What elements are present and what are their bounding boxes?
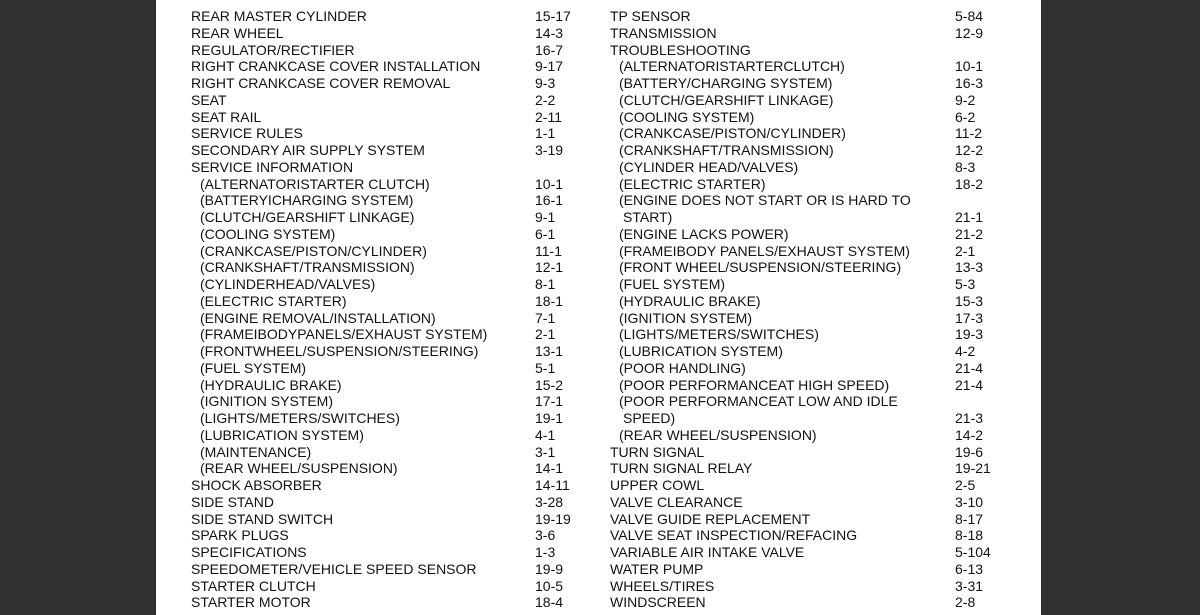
index-entry: [191, 578, 586, 595]
index-term: (FUEL SYSTEM): [619, 276, 726, 292]
index-page-number: 3-19: [535, 142, 564, 158]
index-term: (COOLING SYSTEM): [619, 108, 755, 125]
index-page-number: 19-1: [535, 410, 564, 426]
index-page-number: 21-1: [955, 209, 984, 225]
index-page-number: 1-1: [535, 125, 556, 142]
index-page-number: 2-11: [535, 108, 562, 125]
index-term: (POOR PERFORMANCEAT HIGH SPEED): [619, 376, 890, 393]
index-term: TRANSMISSION: [610, 24, 717, 41]
index-entry: [191, 176, 586, 193]
index-page-number: 16-7: [535, 41, 564, 58]
index-term: VALVE SEAT INSPECTION/REFACING: [610, 527, 858, 544]
index-term: SEAT: [191, 91, 227, 108]
index-entry: [610, 125, 1020, 142]
index-term: TP SENSOR: [610, 8, 691, 24]
index-term: (FUEL SYSTEM): [200, 359, 307, 376]
index-page-number: 15-17: [535, 8, 571, 24]
index-term: (ALTERNATORISTARTERCLUTCH): [619, 58, 845, 75]
index-page-number: 2-5: [955, 477, 976, 493]
index-entry: [610, 176, 1020, 193]
index-entry: [610, 343, 1020, 360]
index-entry: [610, 75, 1020, 92]
index-term: (CRANKCASE/PISTON/CYLINDER): [200, 242, 427, 259]
index-term: (CRANKSHAFT/TRANSMISSION): [619, 142, 834, 158]
index-page-number: 17-3: [955, 309, 984, 326]
index-entry: [191, 511, 586, 528]
index-page-number: 10-5: [535, 577, 564, 594]
index-page-number: 4-2: [955, 343, 976, 359]
index-entry: [191, 561, 586, 578]
index-term: (CLUTCH/GEARSHIFT LINKAGE): [619, 91, 834, 108]
index-entry: [191, 243, 586, 260]
index-page-number: 10-1: [955, 58, 984, 75]
index-page-number: 5-104: [955, 544, 991, 560]
index-term: (LUBRICATION SYSTEM): [200, 426, 364, 443]
index-page-number: 15-3: [955, 292, 984, 309]
index-page-number: 19-6: [955, 443, 984, 460]
index-page-number: 21-2: [955, 225, 984, 242]
index-entry: [610, 109, 1020, 126]
index-entry: [610, 494, 1020, 511]
index-term: SIDE STAND: [191, 493, 274, 510]
index-page-number: 11-2: [955, 125, 982, 142]
index-entry: [191, 25, 586, 42]
index-page-number: 15-2: [535, 376, 564, 393]
index-page-number: 4-1: [535, 426, 556, 443]
index-entry: [191, 477, 586, 494]
index-entry: [191, 444, 586, 461]
index-entry: [610, 594, 1020, 611]
index-term: (LIGHTS/METERS/SWITCHES): [200, 410, 400, 426]
index-term: (ALTERNATORISTARTER CLUTCH): [200, 175, 430, 192]
index-entry: [610, 326, 1020, 343]
index-page-number: 1-3: [535, 544, 556, 560]
index-term: (HYDRAULIC BRAKE): [200, 376, 342, 393]
index-entry: [191, 142, 586, 159]
index-page-number: 18-2: [955, 175, 984, 192]
index-entry: [191, 75, 586, 92]
index-entry: [610, 561, 1020, 578]
index-page-number: 3-1: [535, 443, 556, 460]
index-page-number: 6-13: [955, 560, 984, 577]
index-page-number: 21-4: [955, 376, 984, 393]
index-term: (ELECTRIC STARTER): [200, 292, 347, 309]
index-page-number: 3-28: [535, 493, 564, 510]
index-term: (POOR PERFORMANCEAT LOW AND IDLE: [619, 393, 898, 410]
index-term: VALVE GUIDE REPLACEMENT: [610, 510, 811, 527]
index-entry: [610, 427, 1020, 444]
index-term: REAR MASTER CYLINDER: [191, 8, 367, 24]
index-term: (FRONT WHEEL/SUSPENSION/STEERING): [619, 259, 902, 276]
index-page-number: 2-1: [535, 326, 556, 343]
index-term: SEAT RAIL: [191, 108, 262, 125]
index-term: (ENGINE REMOVAL/INSTALLATION): [200, 309, 436, 326]
index-page-number: 3-31: [955, 577, 984, 594]
index-page-number: 9-3: [535, 75, 556, 91]
index-page-number: 9-2: [955, 91, 976, 108]
index-page-number: 6-1: [535, 225, 556, 242]
index-entry: [191, 226, 586, 243]
index-term: (LIGHTS/METERS/SWITCHES): [619, 326, 819, 343]
index-entry: [610, 393, 1020, 410]
index-page-number: 12-9: [955, 24, 984, 41]
index-entry: [191, 427, 586, 444]
index-column-right: [610, 8, 1020, 611]
index-entry: [610, 578, 1020, 595]
index-term: (ENGINE DOES NOT START OR IS HARD TO: [619, 192, 911, 209]
index-term: (CRANKSHAFT/TRANSMISSION): [200, 259, 415, 276]
index-entry: [191, 594, 586, 611]
index-entry: [610, 142, 1020, 159]
index-page-number: 2-8: [955, 594, 976, 611]
index-page-number: 8-1: [535, 276, 556, 292]
index-term: (FRONTWHEEL/SUSPENSION/STEERING): [200, 343, 479, 359]
index-entry: [191, 259, 586, 276]
index-page-number: 10-1: [535, 175, 564, 192]
index-entry: [191, 209, 586, 226]
index-term: WATER PUMP: [610, 560, 704, 577]
index-page-number: 18-4: [535, 594, 564, 611]
index-entry: [191, 159, 586, 176]
index-entry: [610, 477, 1020, 494]
index-page-number: 14-3: [535, 24, 564, 41]
index-entry: [610, 444, 1020, 461]
index-entry: [191, 544, 586, 561]
index-entry: [191, 393, 586, 410]
index-term: (BATTERY/CHARGING SYSTEM): [619, 75, 833, 91]
index-entry: [191, 527, 586, 544]
index-term: SERVICE RULES: [191, 125, 303, 142]
index-page-number: 14-2: [955, 426, 984, 443]
index-page-number: 9-1: [535, 209, 556, 225]
index-entry: [191, 326, 586, 343]
index-term: VALVE CLEARANCE: [610, 493, 743, 510]
index-entry: [610, 511, 1020, 528]
index-term: STARTER MOTOR: [191, 594, 311, 611]
index-entry: [191, 109, 586, 126]
index-entry: [610, 192, 1020, 209]
index-term: UPPER COWL: [610, 477, 705, 493]
index-page-number: 9-17: [535, 58, 564, 75]
index-term: SPEED): [623, 410, 676, 426]
index-page-number: 16-3: [955, 75, 984, 91]
index-page-number: 5-84: [955, 8, 984, 24]
index-term: (POOR HANDLING): [619, 359, 746, 376]
index-term: WHEELS/TIRES: [610, 577, 715, 594]
index-entry: [610, 460, 1020, 477]
index-entry: [191, 58, 586, 75]
index-page-number: 8-17: [955, 510, 984, 527]
index-term: SPEEDOMETER/VEHICLE SPEED SENSOR: [191, 560, 477, 577]
index-term: SECONDARY AIR SUPPLY SYSTEM: [191, 142, 425, 158]
index-term: RIGHT CRANKCASE COVER INSTALLATION: [191, 58, 481, 75]
index-page-number: 8-3: [955, 158, 976, 175]
index-page-number: 5-1: [535, 359, 556, 376]
index-entry: [191, 293, 586, 310]
index-entry: [191, 360, 586, 377]
index-term: REAR WHEEL: [191, 24, 284, 41]
index-entry: [191, 460, 586, 477]
index-term: (HYDRAULIC BRAKE): [619, 292, 761, 309]
index-page-number: 7-1: [535, 309, 556, 326]
index-page-number: 13-1: [535, 343, 564, 359]
index-entry: [610, 360, 1020, 377]
index-entry: [610, 8, 1020, 25]
index-entry: [610, 159, 1020, 176]
index-entry: [610, 527, 1020, 544]
index-entry: [610, 226, 1020, 243]
index-term: RIGHT CRANKCASE COVER REMOVAL: [191, 75, 451, 91]
index-page-number: 3-6: [535, 527, 556, 544]
index-term: TROUBLESHOOTING: [610, 41, 751, 58]
index-term: (ENGINE LACKS POWER): [619, 225, 789, 242]
index-term: SERVICE INFORMATION: [191, 158, 354, 175]
index-term: SIDE STAND SWITCH: [191, 510, 334, 527]
index-term: SPECIFICATIONS: [191, 544, 307, 560]
index-entry: [191, 125, 586, 142]
index-entry: [191, 8, 586, 25]
index-page-number: 6-2: [955, 108, 976, 125]
index-page-number: 2-1: [955, 242, 976, 259]
index-page-number: 19-21: [955, 460, 991, 477]
index-page-number: 17-1: [535, 393, 564, 410]
index-term: (CYLINDERHEAD/VALVES): [200, 276, 376, 292]
index-term: (REAR WHEEL/SUSPENSION): [200, 460, 398, 477]
index-term: SHOCK ABSORBER: [191, 477, 322, 493]
index-page-number: 11-1: [535, 242, 562, 259]
index-page-number: 14-11: [535, 477, 570, 493]
index-entry: [610, 42, 1020, 59]
index-entry: [191, 410, 586, 427]
index-term: SPARK PLUGS: [191, 527, 289, 544]
index-page-number: 18-1: [535, 292, 564, 309]
index-term: (FRAMEIBODYPANELS/EXHAUST SYSTEM): [200, 326, 488, 343]
index-page-number: 5-3: [955, 276, 976, 292]
index-entry: [610, 276, 1020, 293]
index-entry: [610, 310, 1020, 327]
index-term: (CLUTCH/GEARSHIFT LINKAGE): [200, 209, 415, 225]
index-page: [156, 0, 1041, 615]
index-entry: [610, 209, 1020, 226]
index-entry: [610, 243, 1020, 260]
index-term: (ELECTRIC STARTER): [619, 175, 766, 192]
index-term: VARIABLE AIR INTAKE VALVE: [610, 544, 805, 560]
index-term: STARTER CLUTCH: [191, 577, 316, 594]
index-term: (FRAMEIBODY PANELS/EXHAUST SYSTEM): [619, 242, 910, 259]
index-page-number: 19-19: [535, 510, 571, 527]
index-term: (BATTERYICHARGING SYSTEM): [200, 192, 414, 209]
index-entry: [610, 410, 1020, 427]
index-entry: [191, 42, 586, 59]
index-term: (CYLINDER HEAD/VALVES): [619, 158, 799, 175]
index-entry: [191, 276, 586, 293]
index-entry: [191, 494, 586, 511]
index-entry: [610, 544, 1020, 561]
index-page-number: 2-2: [535, 91, 556, 108]
index-page-number: 16-1: [535, 192, 564, 209]
index-term: TURN SIGNAL: [610, 443, 705, 460]
index-entry: [191, 310, 586, 327]
index-entry: [191, 377, 586, 394]
index-entry: [610, 259, 1020, 276]
index-entry: [610, 58, 1020, 75]
index-term: (MAINTENANCE): [200, 443, 312, 460]
index-term: (IGNITION SYSTEM): [619, 309, 752, 326]
index-page-number: 8-18: [955, 527, 984, 544]
index-page-number: 3-10: [955, 493, 984, 510]
index-page-number: 21-3: [955, 410, 984, 426]
index-entry: [191, 92, 586, 109]
index-entry: [610, 377, 1020, 394]
index-page-number: 12-1: [535, 259, 564, 276]
index-page-number: 19-9: [535, 560, 564, 577]
index-term: WINDSCREEN: [610, 594, 706, 611]
index-page-number: 12-2: [955, 142, 984, 158]
index-entry: [191, 192, 586, 209]
index-page-number: 19-3: [955, 326, 984, 343]
index-term: (CRANKCASE/PISTON/CYLINDER): [619, 125, 846, 142]
index-term: REGULATOR/RECTIFIER: [191, 41, 355, 58]
index-column-left: [191, 8, 586, 611]
index-term: (REAR WHEEL/SUSPENSION): [619, 426, 817, 443]
index-page-number: 13-3: [955, 259, 984, 276]
index-page-number: 14-1: [535, 460, 564, 477]
index-term: START): [623, 209, 673, 225]
index-term: (LUBRICATION SYSTEM): [619, 343, 783, 359]
index-entry: [610, 92, 1020, 109]
index-term: TURN SIGNAL RELAY: [610, 460, 753, 477]
index-entry: [610, 293, 1020, 310]
index-term: (COOLING SYSTEM): [200, 225, 336, 242]
index-term: (IGNITION SYSTEM): [200, 393, 333, 410]
index-entry: [610, 25, 1020, 42]
index-page-number: 21-4: [955, 359, 984, 376]
index-entry: [191, 343, 586, 360]
